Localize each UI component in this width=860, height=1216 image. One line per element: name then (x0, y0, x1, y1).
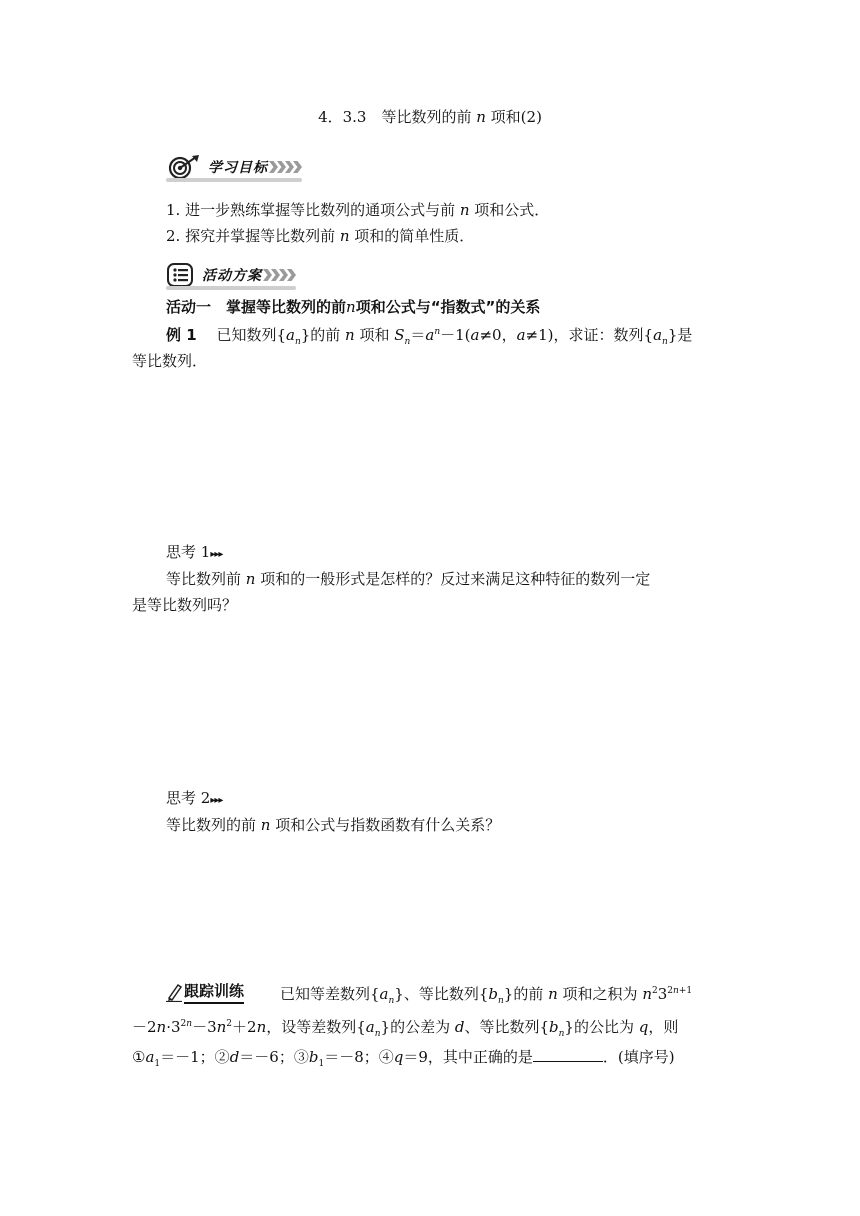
answer-blank[interactable] (533, 1047, 603, 1062)
section-header-trace (166, 980, 244, 1004)
example1-line2: 等比数列． (132, 352, 208, 370)
section-header-goals (166, 154, 302, 180)
example1-line1: 例 1 已知数列$\{a_n\}$的前 n 项和 $S_n=a^n-1(a\ne 0$，a≠1)，求证：数列$\{a_n\}$是 (166, 326, 693, 347)
activity1-heading-suffix: 项和公式与“指数式”的关系 (355, 298, 541, 316)
goal-item-1: 1. 进一步熟练掌握等比数列的通项公式与前 n 项和公式． (166, 201, 550, 219)
think1-line1: 等比数列前 n 项和的一般形式是怎样的？反过来满足这种特征的数列一定 (166, 570, 651, 588)
activity1-heading (166, 296, 540, 318)
trace-line2: $-2n\cdot 3^{2n}-3n^2+2n$，设等差数列$\{a_n\}$的公差为 d、等比数列$\{b_n\}$的公比为 q，则 (132, 1018, 679, 1039)
chevrons-icon (264, 269, 296, 281)
pencil-icon (166, 982, 182, 1002)
section-label-activity: 活动方案 (202, 268, 262, 284)
section-header-activity (166, 262, 296, 288)
goal-item-2: 2. 探究并掌握等比数列前 n 项和的简单性质． (166, 227, 475, 245)
section-underline (166, 286, 296, 290)
triangles-icon: ▸▸▸ (210, 795, 223, 806)
target-icon (166, 154, 202, 180)
think2-label (166, 787, 222, 812)
title-text: 4．3.3 等比数列的前 n 项和(2) (318, 108, 542, 126)
chevrons-icon (270, 161, 302, 173)
example-label: 例 1 (166, 326, 197, 344)
section-label-trace: 跟踪训练 (184, 980, 244, 1004)
think2-label-text: 思考 2 (166, 789, 211, 807)
think1-label-text: 思考 1 (166, 543, 211, 561)
think1-label (166, 541, 222, 566)
section-underline (166, 178, 302, 182)
trace-line3: $①a_1=-1$；②d＝－6；$③b_1=-8$；④q＝9，其中正确的是 ．(填序号) (132, 1048, 675, 1069)
think1-line2: 是等比数列吗？ (132, 596, 238, 614)
activity1-heading-prefix: 活动一 掌握等比数列的前 (166, 298, 347, 316)
page-title (0, 106, 860, 128)
activity1-heading-n: n (346, 298, 356, 316)
trace-line1: 已知等差数列$\{a_n\}$、等比数列$\{b_n\}$的前 n 项和之积为 $n^23^{2n+1}$ (280, 985, 693, 1006)
think2-line1: 等比数列的前 n 项和公式与指数函数有什么关系？ (166, 816, 501, 834)
section-label-goals: 学习目标 (208, 160, 268, 176)
triangles-icon: ▸▸▸ (210, 549, 223, 560)
list-icon (166, 262, 196, 288)
